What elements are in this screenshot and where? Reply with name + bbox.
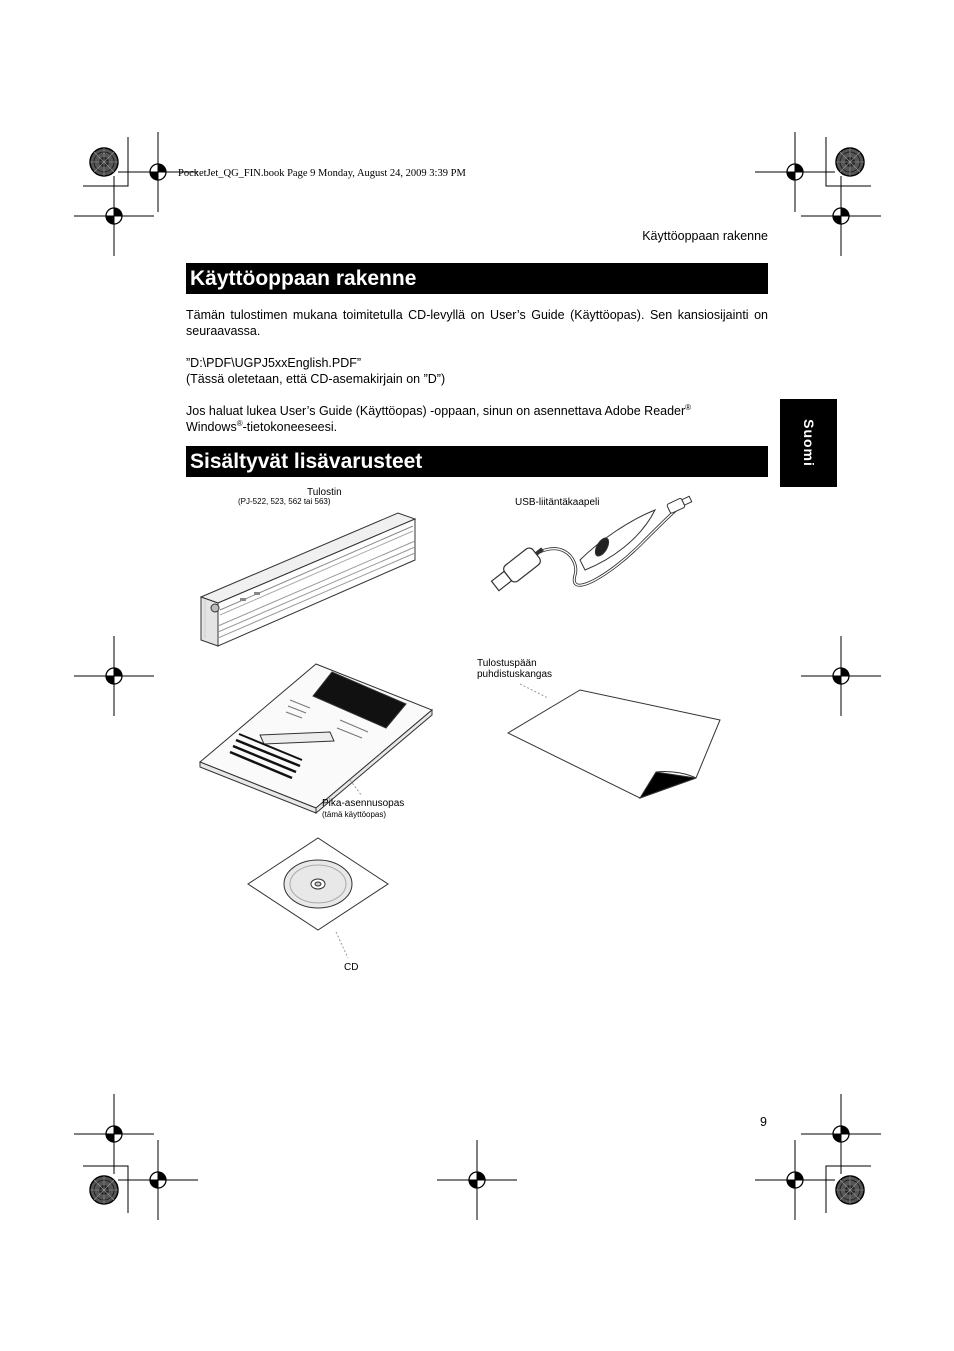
adobe-reader-paragraph	[186, 403, 768, 435]
print-info-line: PocketJet_QG_FIN.book Page 9 Monday, August 24, 2009 3:39 PM	[178, 168, 466, 179]
registered-mark: ®	[236, 418, 243, 428]
registered-mark: ®	[685, 402, 692, 412]
language-tab-label: Suomi	[800, 419, 817, 467]
running-header: Käyttöoppaan rakenne	[642, 229, 768, 243]
cleaning-cloth-label-line1: Tulostuspään	[477, 658, 537, 669]
page-number: 9	[760, 1115, 767, 1129]
file-path-note: (Tässä oletetaan, että CD-asemakirjain on ”D”)	[186, 372, 446, 386]
quick-guide-label: Pika-asennusopas	[322, 798, 405, 809]
cd-illustration	[248, 838, 388, 958]
adobe-text-b: Windows	[186, 420, 237, 434]
section-title-structure: Käyttöoppaan rakenne	[186, 263, 768, 294]
printer-illustration	[201, 513, 415, 646]
printer-label: Tulostin	[307, 487, 342, 498]
structure-text	[186, 307, 768, 435]
quick-guide-sub: (tämä käyttöopas)	[322, 810, 387, 819]
adobe-text-a: Jos haluat lukea User’s Guide (Käyttöopas) -oppaan, sinun on asennettava Adobe Reader	[186, 404, 686, 418]
cleaning-cloth-illustration	[508, 684, 720, 798]
usb-cable-label: USB-liitäntäkaapeli	[515, 497, 600, 508]
printer-models: (PJ-522, 523, 562 tai 563)	[238, 497, 331, 506]
cd-label: CD	[344, 962, 359, 973]
structure-paragraph: Tämän tulostimen mukana toimitetulla CD-levyllä on User’s Guide (Käyttöopas). Sen kansiosijainti on seuraavassa.	[186, 308, 768, 338]
usb-cable-illustration	[489, 494, 693, 593]
language-tab	[780, 399, 837, 487]
cleaning-cloth-label-line2: puhdistuskangas	[477, 669, 553, 680]
file-path: ”D:\PDF\UGPJ5xxEnglish.PDF”	[186, 356, 362, 370]
adobe-text-c: -tietokoneeseesi.	[242, 420, 338, 434]
section-title-accessories: Sisältyvät lisävarusteet	[186, 446, 768, 477]
quick-guide-illustration	[200, 664, 432, 813]
